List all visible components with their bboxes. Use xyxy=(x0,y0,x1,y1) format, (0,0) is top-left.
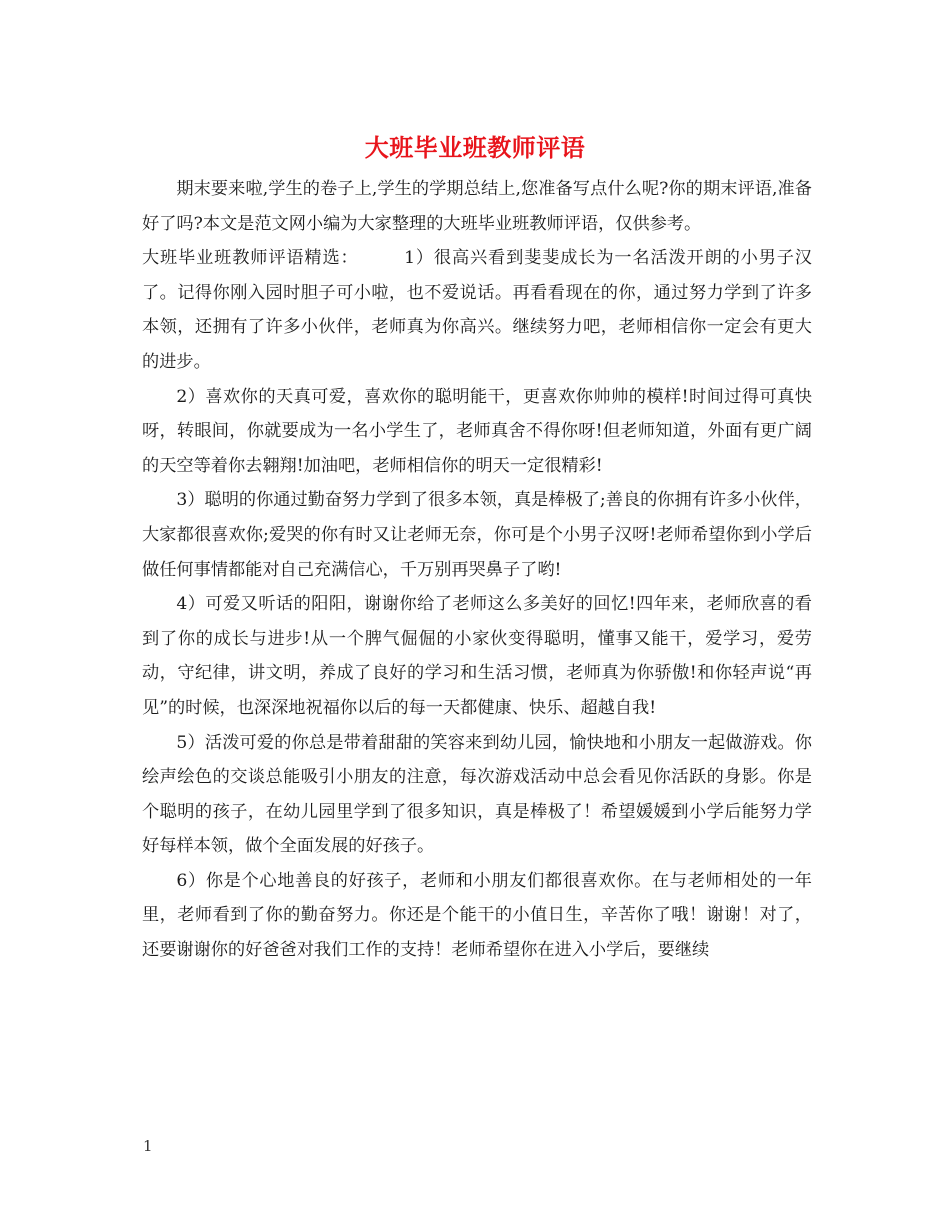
comment-paragraph-5: 5）活泼可爱的你总是带着甜甜的笑容来到幼儿园，愉快地和小朋友一起做游戏。你绘声绘色的交谈总能吸引小朋友的注意，每次游戏活动中总会看见你活跃的身影。你是个聪明的孩子，在幼儿园里学到了很多知识，真是棒极了！希望媛媛到小学后能努力学好每样本领，做个全面发展的好孩子。 xyxy=(142,732,812,857)
page-number: 1 xyxy=(143,1137,153,1155)
comment-paragraph-1: 大班毕业班教师评语精选： 1）很高兴看到斐斐成长为一名活泼开朗的小男子汉了。记得你刚入园时胆子可小啦，也不爱说话。再看看现在的你，通过努力学到了许多本领，还拥有了许多小伙伴，老师真为你高兴。继续努力吧，老师相信你一定会有更大的进步。 xyxy=(142,248,812,372)
intro-paragraph: 期末要来啦,学生的卷子上,学生的学期总结上,您准备写点什么呢?你的期末评语,准备好了吗?本文是范文网小编为大家整理的大班毕业班教师评语，仅供参考。 xyxy=(142,179,812,234)
document-title: 大班毕业班教师评语 xyxy=(364,133,586,162)
document-body xyxy=(142,172,812,968)
comment-paragraph-3: 3）聪明的你通过勤奋努力学到了很多本领，真是棒极了;善良的你拥有许多小伙伴，大家都很喜欢你;爱哭的你有时又让老师无奈，你可是个小男子汉呀!老师希望你到小学后做任何事情都能对自己充满信心，千万别再哭鼻子了哟! xyxy=(142,490,812,580)
comment-paragraph-4: 4）可爱又听话的阳阳，谢谢你给了老师这么多美好的回忆!四年来，老师欣喜的看到了你的成长与进步!从一个脾气倔倔的小家伙变得聪明，懂事又能干，爱学习，爱劳动，守纪律，讲文明，养成了良好的学习和生活习惯，老师真为你骄傲!和你轻声说“再见”的时候，也深深地祝福你以后的每一天都健康、快乐、超越自我! xyxy=(142,594,812,718)
comment-paragraph-2: 2）喜欢你的天真可爱，喜欢你的聪明能干，更喜欢你帅帅的模样!时间过得可真快呀，转眼间，你就要成为一名小学生了，老师真舍不得你呀!但老师知道，外面有更广阔的天空等着你去翱翔!加油吧，老师相信你的明天一定很精彩! xyxy=(142,386,812,476)
comment-paragraph-6: 6）你是个心地善良的好孩子，老师和小朋友们都很喜欢你。在与老师相处的一年里，老师看到了你的勤奋努力。你还是个能干的小值日生，辛苦你了哦！谢谢！对了，还要谢谢你的好爸爸对我们工作的支持！老师希望你在进入小学后，要继续 xyxy=(142,870,812,961)
